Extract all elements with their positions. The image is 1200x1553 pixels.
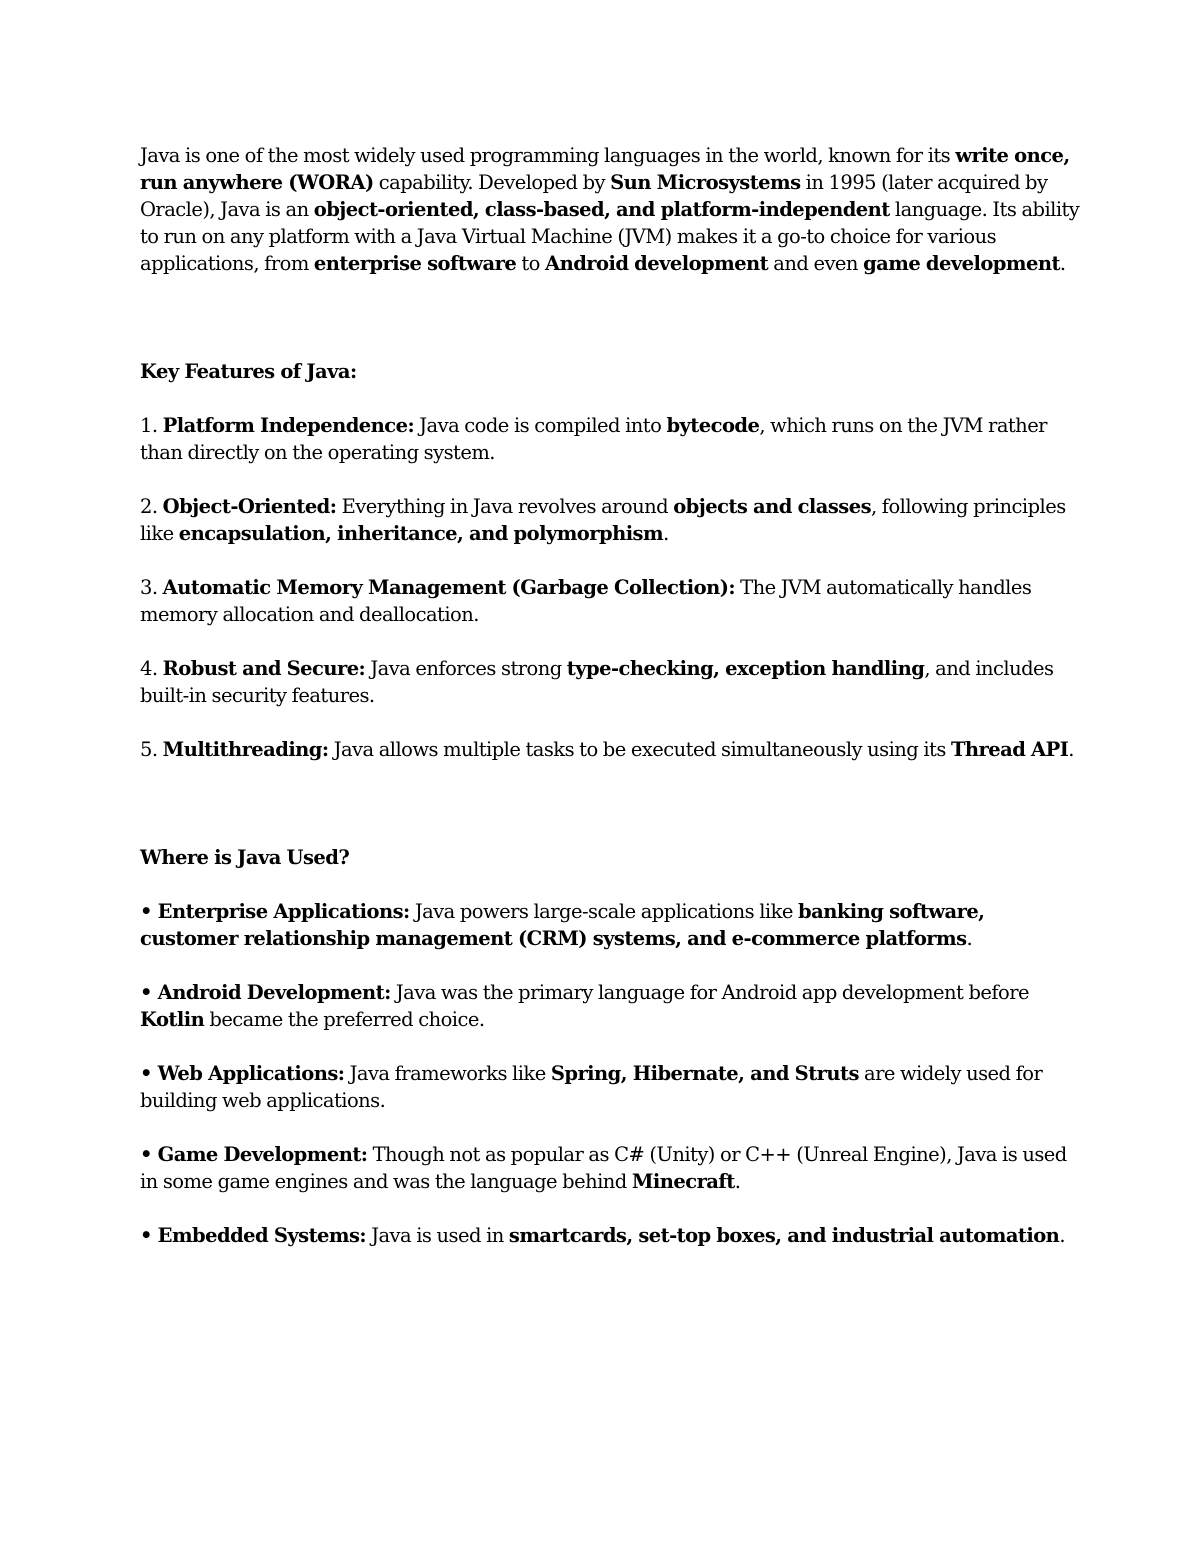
feature-item: 4. Robust and Secure: Java enforces strong type-checking, exception handling, and includes built-in security features.	[140, 657, 1054, 707]
use-item: • Game Development: Though not as popular as C# (Unity) or C++ (Unreal Engine), Java is used in some game engines and was the language behind Minecraft.	[140, 1143, 1067, 1193]
feature-item: 3. Automatic Memory Management (Garbage Collection): The JVM automatically handles memory allocation and deallocation.	[140, 576, 1032, 626]
uses-heading: Where is Java Used?	[140, 846, 350, 869]
use-item: • Android Development: Java was the primary language for Android app development before Kotlin became the preferred choice.	[140, 981, 1030, 1031]
use-item: • Web Applications: Java frameworks like Spring, Hibernate, and Struts are widely used for building web applications.	[140, 1062, 1043, 1112]
feature-item: 2. Object-Oriented: Everything in Java revolves around objects and classes, following principles like encapsulation, inheritance, and polymorphism.	[140, 495, 1066, 545]
features-heading: Key Features of Java:	[140, 360, 357, 383]
use-item: • Enterprise Applications: Java powers large-scale applications like banking software, customer relationship management (CRM) systems, and e-commerce platforms.	[140, 900, 985, 950]
intro-paragraph: Java is one of the most widely used programming languages in the world, known for its write once, run anywhere (WORA) capability. Developed by Sun Microsystems in 1995 (later acquired by Oracle), Java is an object-oriented, class-based, and platform-independent language. Its ability to run on any platform with a Java Virtual Machine (JVM) makes it a go-to choice for various applications, from enterprise software to Android development and even game development.	[140, 144, 1080, 275]
use-item: • Embedded Systems: Java is used in smartcards, set-top boxes, and industrial automation.	[140, 1224, 1065, 1247]
feature-item: 1. Platform Independence: Java code is compiled into bytecode, which runs on the JVM rather than directly on the operating system.	[140, 414, 1047, 464]
document-page	[140, 142, 1080, 1276]
feature-item: 5. Multithreading: Java allows multiple tasks to be executed simultaneously using its Thread API.	[140, 738, 1074, 761]
